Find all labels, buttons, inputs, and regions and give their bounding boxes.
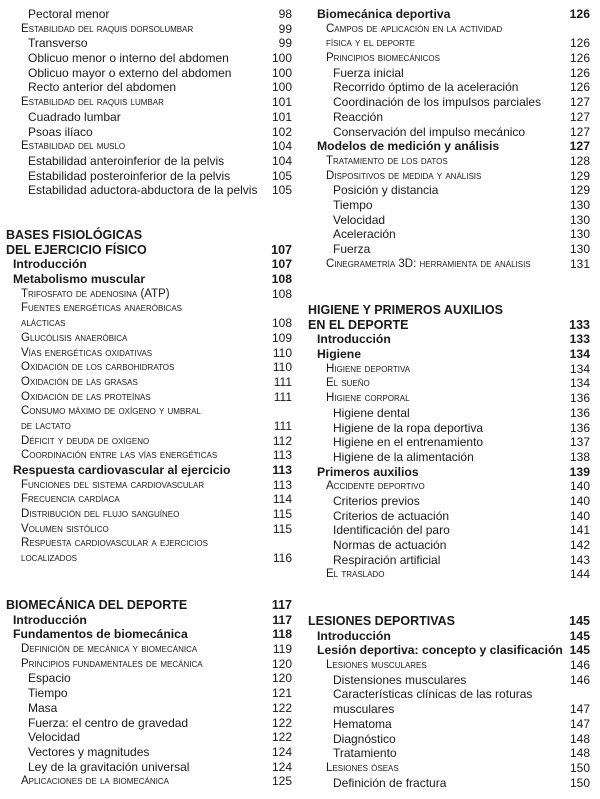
toc-entry (300, 7, 590, 22)
toc-page-number: 131 (569, 256, 590, 271)
toc-entry (300, 362, 590, 377)
toc-page-number: 126 (569, 80, 590, 95)
toc-page-number: 124 (271, 744, 292, 759)
toc-entry (300, 702, 590, 717)
toc-entry-title: Recto anterior del abdomen (28, 80, 177, 95)
toc-entry-title: Oxidación de las grasas (21, 375, 138, 388)
toc-entry (300, 567, 590, 582)
toc-entry-title: Estabilidad aductora-abductora de la pelvis (28, 183, 258, 198)
toc-page-number: 105 (271, 183, 292, 198)
toc-entry-title: Tratamiento (333, 746, 397, 761)
toc-entry (0, 125, 292, 140)
toc-entry (0, 110, 292, 125)
toc-entry-title: Coordinación entre las vías energéticas (21, 449, 218, 462)
toc-entry-title: Estabilidad posteroinferior de la pelvis (28, 168, 231, 183)
toc-page-number: 150 (569, 760, 590, 775)
toc-page-number: 130 (569, 197, 590, 212)
toc-entry-title: Oblicuo menor o interno del abdomen (28, 51, 229, 66)
toc-entry (0, 272, 292, 287)
toc-entry (0, 139, 292, 154)
toc-entry (0, 95, 292, 110)
toc-entry-title: Dispositivos de medida y análisis (326, 169, 482, 182)
toc-entry (300, 523, 590, 538)
toc-entry-title: Lesiones óseas (326, 761, 399, 774)
toc-entry (0, 507, 292, 522)
toc-page-number: 130 (569, 212, 590, 227)
toc-entry (300, 110, 590, 125)
toc-page-number: 126 (569, 7, 590, 21)
toc-entry-title: Frecuencia cardíaca (21, 493, 120, 506)
toc-entry-title: Cinegrametría 3D: herramienta de análisis (326, 257, 531, 270)
toc-entry-title: Oblicuo mayor o externo del abdomen (28, 65, 232, 80)
toc-page-number: 104 (271, 153, 292, 168)
toc-entry (300, 746, 590, 761)
toc-page-number: 120 (271, 656, 292, 671)
toc-entry-title: Tratamiento de los datos (326, 154, 448, 167)
toc-page-number: 140 (569, 479, 590, 494)
toc-entry-title: Higiene en el entrenamiento (333, 435, 484, 450)
toc-page-number: 118 (272, 627, 292, 642)
toc-entry (300, 139, 590, 154)
toc-entry-title: Fuerza (333, 242, 371, 256)
toc-entry-title: Oxidación de los carbohidratos (21, 361, 175, 374)
toc-entry (0, 375, 292, 390)
toc-entry (0, 671, 292, 686)
toc-entry (0, 613, 292, 628)
toc-page-number: 150 (569, 775, 590, 790)
toc-page-number: 124 (271, 759, 292, 774)
toc-entry (0, 301, 292, 316)
toc-chapter-entry (0, 228, 292, 243)
toc-page-number: 145 (569, 628, 590, 643)
toc-entry-title: localizados (21, 552, 78, 565)
toc-entry-title: Primeros auxilios (317, 464, 419, 479)
toc-entry (300, 125, 590, 140)
toc-entry (0, 774, 292, 789)
toc-entry-title: Introducción (13, 257, 87, 272)
toc-entry (300, 717, 590, 732)
toc-page-number: 146 (569, 672, 590, 687)
toc-entry (0, 22, 292, 37)
toc-entry-title: Fuerza: el centro de gravedad (28, 715, 189, 730)
toc-entry (300, 95, 590, 110)
toc-page-number: 133 (569, 332, 590, 347)
toc-entry-title: Estabilidad anteroinferior de la pelvis (28, 153, 225, 168)
toc-entry-title: Accidente deportivo (326, 480, 425, 493)
toc-entry (0, 257, 292, 272)
toc-page-number: 108 (271, 286, 292, 301)
toc-entry-title: Estabilidad del raquis dorsolumbar (21, 22, 194, 35)
toc-page-number: 125 (271, 774, 292, 789)
toc-page-number: 139 (569, 464, 590, 479)
toc-entry-title: Aceleración (333, 227, 396, 242)
toc-entry (300, 673, 590, 688)
toc-entry-title: Identificación del paro (333, 523, 450, 538)
toc-entry-title: Higiene corporal (326, 392, 410, 405)
toc-page-number: 127 (569, 124, 590, 139)
toc-block-biomecanica-continued (300, 7, 590, 271)
toc-entry-title: de lactato (21, 419, 71, 432)
toc-entry (0, 701, 292, 716)
toc-entry (300, 347, 590, 362)
toc-entry-title: musculares (333, 702, 395, 717)
toc-entry (300, 629, 590, 644)
toc-entry (300, 213, 590, 228)
toc-entry-title: Definición de fractura (333, 775, 447, 790)
toc-entry (0, 390, 292, 405)
toc-entry-title: Higiene deportiva (326, 362, 411, 375)
toc-entry-title: Higiene de la alimentación (333, 449, 474, 464)
toc-entry (300, 332, 590, 347)
toc-page-number: 134 (569, 347, 590, 362)
toc-page-number: 145 (569, 643, 590, 658)
toc-entry (300, 80, 590, 95)
toc-page-number: 113 (272, 477, 292, 492)
toc-chapter-entry (300, 318, 590, 333)
toc-entry (0, 66, 292, 81)
toc-page-number: 146 (569, 658, 590, 673)
toc-entry (0, 404, 292, 419)
toc-entry-title: Higiene (317, 347, 362, 362)
toc-entry-title: El traslado (326, 568, 385, 581)
toc-entry-title: Ley de la gravitación universal (28, 759, 190, 774)
toc-entry-title: Estabilidad del raquis lumbar (21, 96, 164, 109)
toc-page-number: 109 (271, 330, 292, 345)
toc-entry-title: LESIONES DEPORTIVAS (308, 614, 456, 628)
toc-entry (300, 183, 590, 198)
toc-entry (300, 450, 590, 465)
toc-entry (0, 346, 292, 361)
toc-entry (0, 627, 292, 642)
toc-chapter-entry (0, 598, 292, 613)
toc-entry (300, 479, 590, 494)
toc-page-number: 107 (271, 242, 292, 257)
toc-entry (300, 421, 590, 436)
toc-entry (0, 169, 292, 184)
toc-entry-title: Modelos de medición y análisis (317, 139, 500, 154)
toc-entry-title: Oxidación de las proteínas (21, 390, 151, 403)
toc-entry-title: Reacción (333, 109, 384, 124)
toc-entry (300, 406, 590, 421)
toc-page-number: 122 (271, 730, 292, 745)
toc-entry-title: Déficit y deuda de oxígeno (21, 434, 150, 447)
toc-entry-title: Vectores y magnitudes (28, 744, 150, 759)
toc-page-number: 116 (272, 551, 292, 566)
toc-page-number: 121 (271, 686, 292, 701)
toc-entry-title: Biomecánica deportiva (317, 7, 451, 21)
toc-page-number: 114 (272, 492, 292, 507)
toc-page-number: 99 (278, 21, 292, 36)
toc-entry (0, 360, 292, 375)
toc-entry (0, 154, 292, 169)
toc-entry-title: El sueño (326, 377, 370, 390)
toc-entry-title: Espacio (28, 671, 71, 686)
toc-entry-title: Campos de aplicación en la actividad (326, 22, 503, 35)
toc-entry-title: Principios fundamentales de mecánica (21, 657, 203, 670)
toc-page-number: 136 (569, 420, 590, 435)
toc-entry (300, 242, 590, 257)
toc-entry-title: Lesiones musculares (326, 659, 427, 672)
toc-page-number: 113 (272, 448, 292, 463)
toc-entry-title: Recorrido óptimo de la aceleración (333, 80, 519, 95)
toc-entry (300, 687, 590, 702)
toc-entry-title: Funciones del sistema cardiovascular (21, 478, 205, 491)
toc-entry-title: Criterios de actuación (333, 508, 450, 523)
toc-page-number: 141 (569, 523, 590, 538)
toc-page-number: 115 (272, 507, 292, 522)
toc-page-number: 100 (271, 51, 292, 66)
toc-entry-title: Respiración artificial (333, 552, 441, 567)
toc-entry (0, 522, 292, 537)
toc-entry (300, 227, 590, 242)
toc-entry (300, 776, 590, 791)
toc-page-number: 134 (569, 361, 590, 376)
toc-page-number: 98 (278, 7, 292, 21)
toc-entry-title: Metabolismo muscular (13, 272, 146, 287)
toc-entry (0, 419, 292, 434)
toc-entry-title: DEL EJERCICIO FÍSICO (6, 242, 147, 257)
toc-page-number: 120 (271, 671, 292, 686)
toc-chapter-entry (0, 243, 292, 258)
toc-entry-title: Vías energéticas oxidativas (21, 346, 153, 359)
toc-page-number: 101 (271, 95, 292, 110)
toc-entry (300, 553, 590, 568)
toc-entry (0, 642, 292, 657)
toc-entry (0, 36, 292, 51)
toc-entry (300, 658, 590, 673)
toc-page-number: 102 (271, 124, 292, 139)
toc-page-number: 101 (271, 109, 292, 124)
toc-page-number: 112 (272, 433, 292, 448)
toc-page-number: 148 (569, 746, 590, 761)
toc-entry (0, 434, 292, 449)
toc-page-number: 127 (569, 109, 590, 124)
toc-entry-title: Distensiones musculares (333, 672, 467, 687)
toc-entry (0, 536, 292, 551)
toc-entry (300, 494, 590, 509)
toc-entry (300, 66, 590, 81)
toc-entry (300, 761, 590, 776)
toc-entry-title: Aplicaciones de la biomecánica (21, 775, 169, 788)
toc-entry (0, 183, 292, 198)
toc-page-number: 108 (271, 272, 292, 287)
toc-page-number: 130 (569, 227, 590, 242)
toc-entry (300, 643, 590, 658)
toc-entry-title: BIOMECÁNICA DEL DEPORTE (6, 598, 188, 612)
toc-page-number: 144 (569, 567, 590, 582)
toc-page-number: 147 (569, 716, 590, 731)
toc-entry (0, 760, 292, 775)
toc-page-number: 110 (272, 345, 292, 360)
toc-page-number: 140 (569, 493, 590, 508)
toc-entry (0, 7, 292, 22)
toc-page-number: 138 (569, 449, 590, 464)
toc-entry-title: Fuentes energéticas anaeróbicas (21, 302, 183, 315)
toc-page-number: 107 (271, 257, 292, 272)
toc-page-number: 147 (569, 702, 590, 717)
toc-entry-title: Introducción (317, 332, 391, 347)
toc-block-lesiones (300, 614, 590, 790)
toc-page-number: 108 (271, 316, 292, 331)
toc-entry-title: Conservación del impulso mecánico (333, 124, 526, 139)
toc-page-number: 133 (569, 317, 590, 332)
toc-entry (300, 538, 590, 553)
toc-entry-title: Masa (28, 700, 58, 715)
toc-block-bases-fisiologicas (0, 228, 292, 566)
toc-entry-title: Respuesta cardiovascular a ejercicios (21, 537, 208, 550)
toc-entry-title: alácticas (21, 317, 66, 330)
toc-page-number: 137 (569, 435, 590, 450)
toc-page-number: 126 (569, 51, 590, 66)
toc-page-number: 129 (569, 168, 590, 183)
toc-entry-title: Estabilidad del muslo (21, 140, 126, 153)
toc-entry (0, 745, 292, 760)
toc-entry (300, 198, 590, 213)
toc-entry-title: Normas de actuación (333, 538, 447, 552)
toc-page-number: 104 (271, 139, 292, 154)
toc-page-number: 148 (569, 731, 590, 746)
toc-page-number: 126 (569, 65, 590, 80)
toc-entry-title: Transverso (28, 36, 88, 51)
toc-entry (300, 257, 590, 272)
toc-entry-title: Tiempo (333, 197, 373, 212)
toc-page-number: 136 (569, 405, 590, 420)
toc-page-number: 105 (271, 168, 292, 183)
toc-entry-title: Pectoral menor (28, 7, 110, 21)
toc-page-number: 142 (569, 538, 590, 552)
toc-page-number: 126 (569, 36, 590, 51)
toc-entry-title: HIGIENE Y PRIMEROS AUXILIOS (308, 303, 503, 317)
toc-page-number: 145 (569, 614, 590, 628)
toc-entry (300, 22, 590, 37)
toc-entry (0, 478, 292, 493)
toc-page-number: 136 (569, 391, 590, 406)
toc-entry (0, 80, 292, 95)
toc-entry (0, 492, 292, 507)
toc-page-number: 143 (569, 552, 590, 567)
toc-entry-title: Volumen sistólico (21, 522, 109, 535)
toc-entry (300, 169, 590, 184)
toc-page-number: 111 (273, 374, 292, 389)
toc-entry (0, 448, 292, 463)
toc-entry-title: Coordinación de los impulsos parciales (333, 95, 542, 110)
toc-page-number: 111 (273, 389, 292, 404)
toc-entry-title: Velocidad (333, 212, 386, 227)
toc-entry (0, 287, 292, 302)
toc-entry-title: Fundamentos de biomecánica (13, 627, 188, 642)
toc-page-number: 122 (271, 715, 292, 730)
toc-entry-title: Características clínicas de las roturas (333, 687, 533, 702)
toc-page-number: 127 (569, 95, 590, 110)
toc-entry (0, 686, 292, 701)
toc-page-number: 127 (569, 139, 590, 154)
toc-page-number: 117 (272, 612, 292, 627)
toc-page-number: 130 (569, 242, 590, 256)
toc-entry-title: Posición y distancia (333, 183, 439, 198)
toc-entry (300, 376, 590, 391)
toc-entry-title: física y el deporte (326, 37, 416, 50)
toc-entry-title: Tiempo (28, 686, 68, 701)
toc-page-number: 115 (272, 521, 292, 536)
toc-entry (300, 391, 590, 406)
toc-entry (300, 51, 590, 66)
toc-entry-title: Glucólisis anaeróbica (21, 331, 128, 344)
toc-page-number: 113 (272, 463, 292, 477)
toc-page-number: 100 (271, 80, 292, 95)
toc-page-number: 99 (278, 36, 292, 51)
toc-page-number: 100 (271, 65, 292, 80)
toc-entry (300, 36, 590, 51)
toc-entry-title: Diagnóstico (333, 731, 396, 746)
toc-entry-title: Criterios previos (333, 493, 420, 508)
toc-page-number: 111 (273, 418, 292, 433)
toc-block-anatomy-continued (0, 7, 292, 198)
toc-page-number: 122 (271, 700, 292, 715)
toc-entry (300, 435, 590, 450)
toc-entry-title: Introducción (317, 628, 391, 643)
toc-page-number: 128 (569, 153, 590, 168)
toc-block-higiene (300, 303, 590, 582)
toc-entry-title: Introducción (13, 612, 87, 627)
toc-entry-title: Trifosfato de adenosina (ATP) (21, 287, 170, 300)
toc-entry-title: Distribución del flujo sanguíneo (21, 508, 180, 521)
toc-entry-title: BASES FISIOLÓGICAS (6, 228, 143, 242)
toc-entry (300, 509, 590, 524)
toc-entry (0, 463, 292, 478)
toc-entry (0, 331, 292, 346)
toc-entry-title: Principios biomecánicos (326, 52, 440, 65)
toc-page-number: 110 (272, 360, 292, 375)
toc-chapter-entry (300, 303, 590, 318)
toc-entry (0, 551, 292, 566)
toc-page-number: 117 (271, 598, 292, 612)
toc-entry (0, 657, 292, 672)
toc-entry (300, 465, 590, 480)
toc-entry-title: Respuesta cardiovascular al ejercicio (13, 463, 231, 477)
toc-entry-title: Consumo máximo de oxígeno y umbral (21, 405, 201, 418)
toc-entry (300, 732, 590, 747)
toc-chapter-entry (300, 614, 590, 629)
toc-page-number: 140 (569, 508, 590, 523)
toc-page-number: 134 (569, 376, 590, 391)
toc-entry-title: Hematoma (333, 716, 392, 731)
toc-page-number: 129 (569, 183, 590, 198)
toc-entry-title: Higiene dental (333, 405, 410, 420)
toc-entry (300, 154, 590, 169)
toc-entry-title: Higiene de la ropa deportiva (333, 420, 484, 435)
toc-entry-title: Psoas ilíaco (28, 124, 93, 139)
toc-entry (0, 51, 292, 66)
toc-entry-title: Lesión deportiva: concepto y clasificación (317, 643, 563, 658)
toc-block-biomecanica (0, 598, 292, 789)
toc-entry-title: Definición de mecánica y biomecánica (21, 643, 198, 656)
toc-entry (0, 716, 292, 731)
toc-entry-title: Velocidad (28, 730, 81, 745)
toc-entry-title: Fuerza inicial (333, 65, 404, 80)
toc-entry (0, 730, 292, 745)
toc-page-number: 119 (272, 642, 292, 657)
toc-entry-title: EN EL DEPORTE (308, 317, 409, 332)
toc-entry (0, 316, 292, 331)
toc-entry-title: Cuadrado lumbar (28, 109, 121, 124)
